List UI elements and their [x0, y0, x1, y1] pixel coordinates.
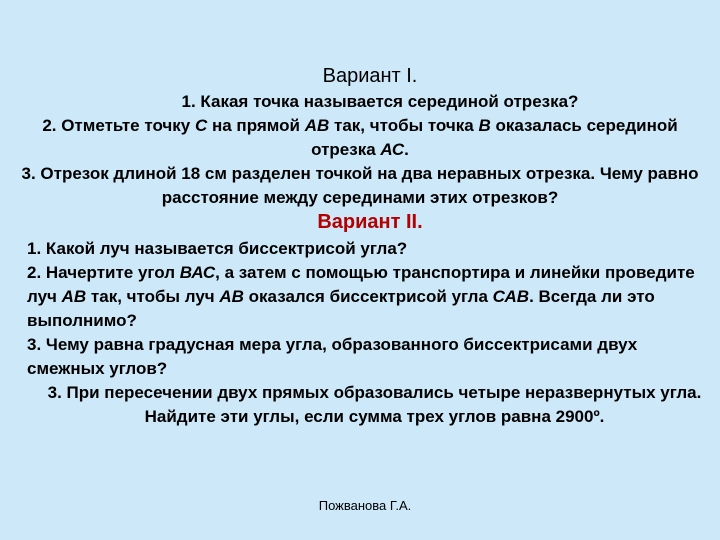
variant-2-title: Вариант II.: [317, 211, 423, 233]
variant-2-question-4: 3. При пересечении двух прямых образовались четыре неразвернутых угла. Найдите эти углы, если сумма трех углов равна 2900º.: [47, 383, 702, 426]
variant-1-title: Вариант I.: [322, 65, 418, 87]
variant-1-questions: [10, 90, 710, 210]
variant-2-question-1: 1. Какой луч называется биссектрисой угла?: [27, 239, 408, 258]
variant-2-questions: [27, 237, 712, 429]
variant-1-question-1: 1. Какая точка называется серединой отрезка?: [181, 92, 579, 111]
variant-2-question-3: 3. Чему равна градусная мера угла, образованного биссектрисами двух смежных углов?: [27, 335, 638, 378]
author-credit: Пожванова Г.А.: [318, 498, 412, 513]
variant-1-question-3: 3. Отрезок длиной 18 см разделен точкой на два неравных отрезка. Чему равно расстояние между серединами этих отрезков?: [21, 164, 699, 207]
variant-1-question-2: 2. Отметьте точку С на прямой АВ так, чтобы точка В оказалась серединой отрезка АС.: [42, 116, 678, 159]
variant-2-question-2: 2. Начертите угол ВАС, а затем с помощью транспортира и линейки проведите луч АВ так, чтобы луч АВ оказался биссектрисой угла САВ. Всегда ли это выполнимо?: [27, 263, 695, 330]
